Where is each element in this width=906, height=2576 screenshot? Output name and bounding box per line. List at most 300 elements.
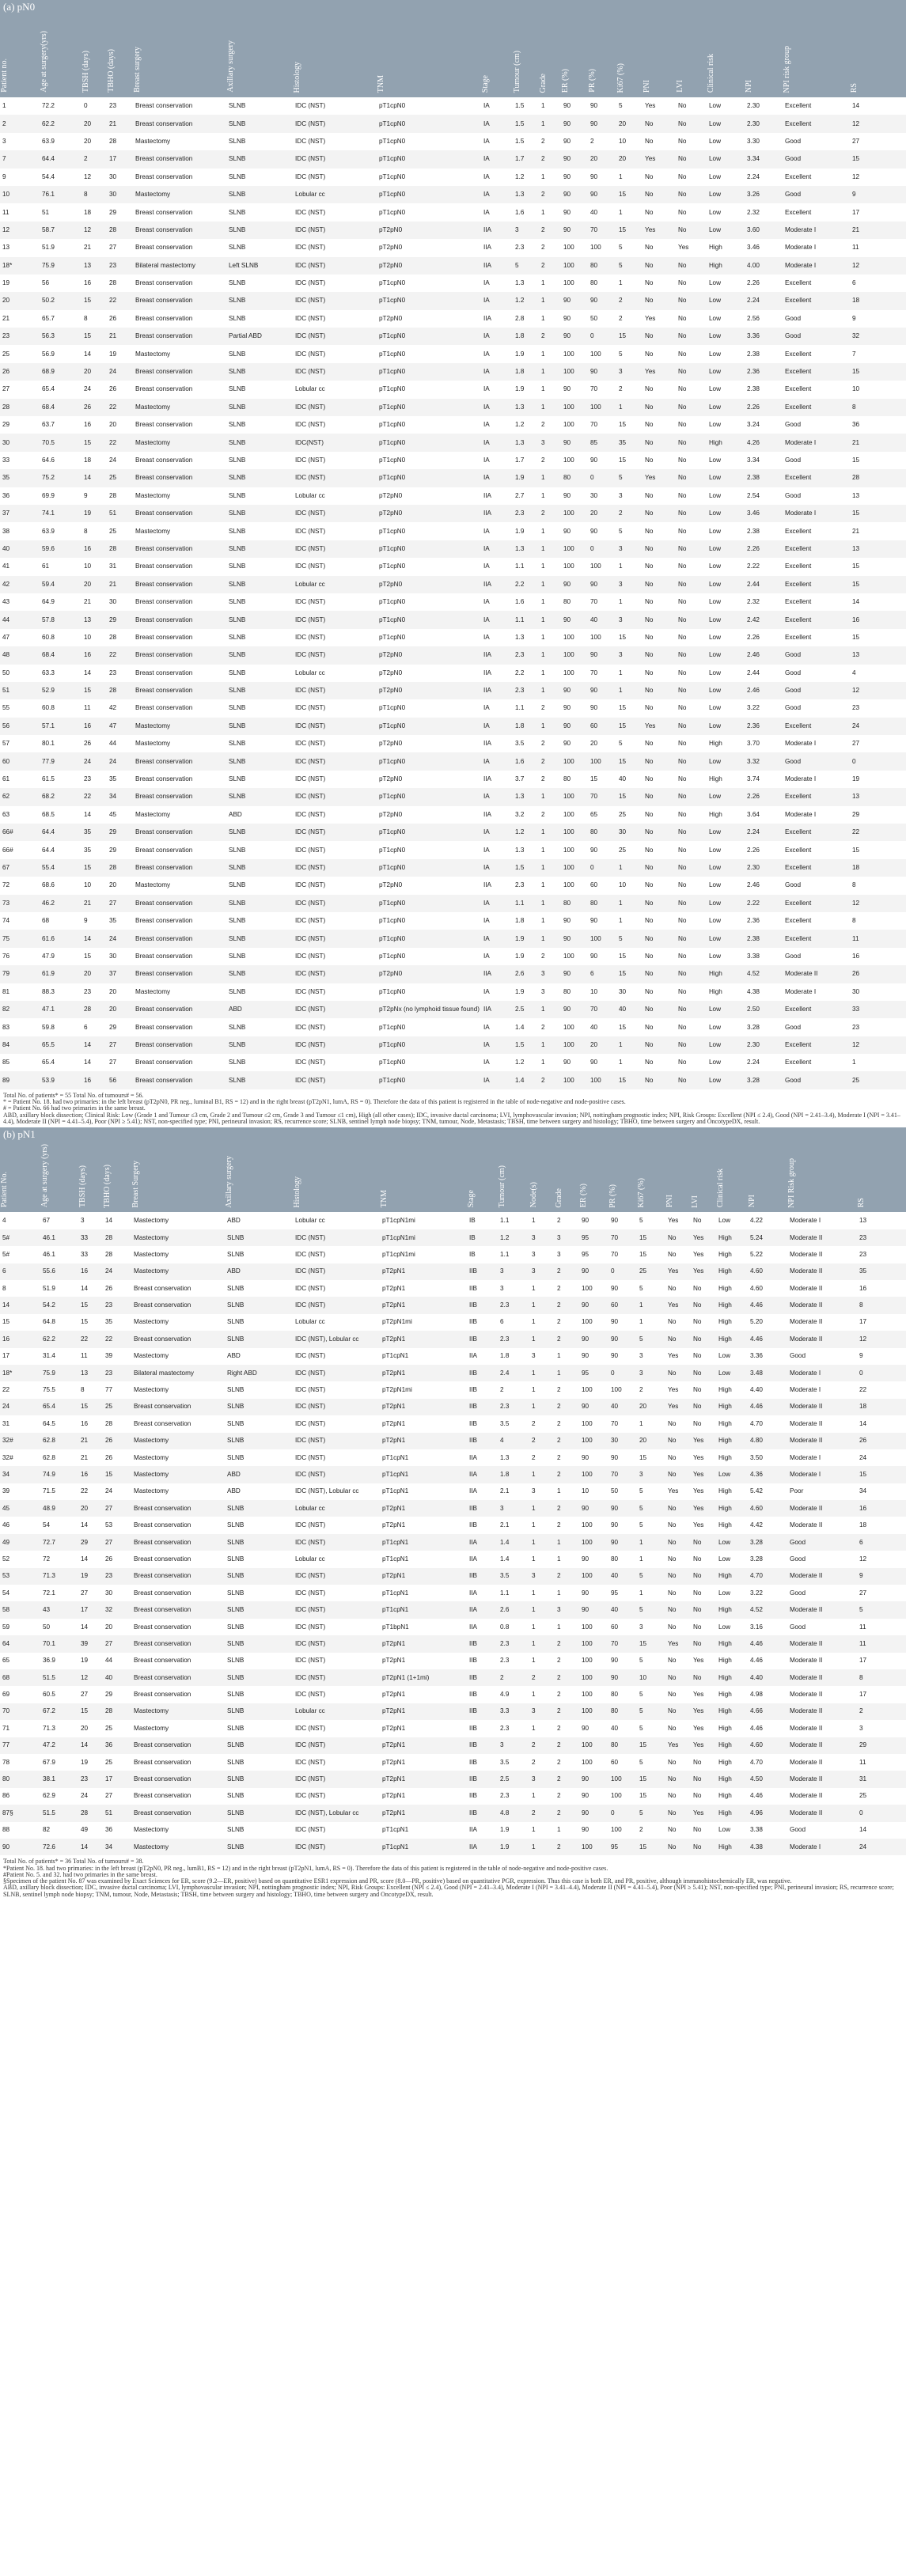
table-cell: 1 <box>541 687 545 695</box>
table-cell: 28 <box>109 137 117 145</box>
table-row <box>0 824 906 841</box>
table-cell: 90 <box>563 580 571 588</box>
table-cell: 100 <box>582 1691 593 1699</box>
table-cell: IDC (NST) <box>295 1843 326 1851</box>
table-cell: 70 <box>590 1006 598 1013</box>
table-cell: 100 <box>563 279 574 287</box>
table-cell: Lobular cc <box>295 1504 325 1512</box>
table-cell: 100 <box>582 1741 593 1749</box>
table-cell: 70 <box>611 1470 619 1478</box>
table-cell: 3 <box>500 1504 504 1512</box>
table-cell: Partial ABD <box>229 332 262 340</box>
table-cell: 95 <box>611 1843 619 1851</box>
table-cell: 5 <box>639 1487 643 1495</box>
table-cell: 62.8 <box>43 1437 55 1445</box>
table-cell: 39 <box>105 1352 113 1360</box>
table-cell: 3 <box>500 1267 504 1275</box>
table-cell: Excellent <box>785 279 812 287</box>
table-cell: No <box>645 279 654 287</box>
table-cell: 90 <box>611 1335 619 1343</box>
table-cell: pT2pN0 <box>379 510 403 517</box>
table-cell: IDC (NST) <box>295 793 326 801</box>
table-cell: 24 <box>109 934 117 942</box>
table-cell: SLNB <box>227 1809 245 1816</box>
table-cell: 90 <box>563 970 571 978</box>
table-row <box>0 1433 906 1449</box>
table-cell: IDC (NST) <box>295 1792 326 1800</box>
table-cell: 36 <box>105 1826 113 1834</box>
table-cell: 29 <box>109 616 117 623</box>
table-cell: Breast conservation <box>134 1741 191 1749</box>
table-cell: Moderate II <box>790 1284 823 1292</box>
table-cell: 90 <box>611 1453 619 1461</box>
table-cell: pT1cpN1 <box>382 1487 409 1495</box>
table-cell: 4.60 <box>750 1504 763 1512</box>
table-cell: 18* <box>2 261 13 269</box>
table-cell: 100 <box>563 633 574 641</box>
table-cell: Moderate II <box>790 1707 823 1715</box>
table-cell: Excellent <box>785 917 812 925</box>
table-cell: pT1cpN0 <box>379 350 406 358</box>
table-cell: IIB <box>469 1657 478 1665</box>
table-cell: pT1cpN0 <box>379 633 406 641</box>
table-cell: 65.7 <box>42 314 55 322</box>
table-cell: 2.26 <box>747 846 760 854</box>
table-cell: 2 <box>532 1741 536 1749</box>
table-cell: No <box>693 1775 702 1783</box>
table-row <box>0 434 906 451</box>
table-cell: 77.9 <box>42 757 55 765</box>
table-cell: 20 <box>639 1437 647 1445</box>
table-row <box>0 682 906 699</box>
table-cell: IA <box>483 863 490 871</box>
table-cell: 20 <box>619 119 627 127</box>
table-cell: 2.1 <box>500 1487 510 1495</box>
table-cell: 26 <box>105 1453 113 1461</box>
table-cell: IDC (NST) <box>295 1521 326 1529</box>
table-cell: 1.2 <box>515 172 525 180</box>
table-cell: pT1cpN0 <box>379 563 406 570</box>
table-cell: 35 <box>105 1318 113 1326</box>
table-cell: Low <box>709 899 722 907</box>
table-cell: IDC (NST) <box>295 1352 326 1360</box>
table-cell: pT1cpN0 <box>379 899 406 907</box>
table-cell: IDC (NST) <box>295 917 326 925</box>
table-cell: 1.3 <box>515 846 525 854</box>
table-cell: 2.22 <box>747 563 760 570</box>
table-cell: Moderate II <box>790 1572 823 1580</box>
table-cell: 1 <box>2 102 6 110</box>
table-cell: 70 <box>2 1707 10 1715</box>
table-row <box>0 1788 906 1805</box>
table-cell: 3.32 <box>747 757 760 765</box>
table-cell: 5 <box>619 102 623 110</box>
table-cell: IA <box>483 191 490 199</box>
table-cell: 4.50 <box>750 1775 763 1783</box>
table-cell: Breast conservation <box>134 1538 191 1546</box>
table-cell: IIB <box>469 1639 478 1647</box>
table-cell: 13 <box>852 544 860 552</box>
table-cell: 8 <box>84 527 88 535</box>
table-cell: 1 <box>532 1403 536 1411</box>
table-cell: 9 <box>852 191 856 199</box>
table-row <box>0 1805 906 1821</box>
table-cell: 15 <box>84 952 92 960</box>
table-row <box>0 593 906 611</box>
table-cell: 4.8 <box>500 1809 510 1816</box>
table-cell: 90 <box>563 438 571 446</box>
table-cell: 0.8 <box>500 1623 510 1631</box>
table-cell: 17 <box>2 1352 10 1360</box>
table-cell: IA <box>483 385 490 393</box>
table-cell: IDC (NST) <box>295 1470 326 1478</box>
table-cell: 100 <box>563 651 574 659</box>
table-cell: Breast conservation <box>135 633 193 641</box>
table-cell: 3.36 <box>750 1352 763 1360</box>
table-cell: 22 <box>109 651 117 659</box>
table-cell: 2 <box>500 1386 504 1394</box>
table-row <box>0 912 906 930</box>
table-cell: 100 <box>590 403 601 411</box>
table-cell: No <box>693 1538 702 1546</box>
table-cell: 33 <box>2 456 10 464</box>
table-cell: 3.28 <box>747 1023 760 1031</box>
table-cell: Excellent <box>785 119 812 127</box>
table-cell: IIB <box>469 1741 478 1749</box>
table-cell: High <box>709 261 722 269</box>
table-cell: 48 <box>2 651 10 659</box>
table-cell: 77 <box>2 1741 10 1749</box>
table-cell: 1 <box>532 1639 536 1647</box>
table-cell: Moderate I <box>785 244 817 252</box>
table-row <box>0 806 906 824</box>
table-cell: 1 <box>557 1623 561 1631</box>
table-cell: IIB <box>469 1504 478 1512</box>
table-cell: 1 <box>541 368 545 376</box>
table-cell: 27 <box>81 1589 89 1597</box>
table-cell: pT1cpN0 <box>379 934 406 942</box>
table-row <box>0 487 906 505</box>
table-cell: 2 <box>557 1691 561 1699</box>
table-cell: 5 <box>639 1504 643 1512</box>
table-cell: IDC (NST) <box>295 810 326 818</box>
table-cell: 3 <box>541 438 545 446</box>
table-cell: Low <box>718 1352 731 1360</box>
table-cell: 14 <box>84 810 92 818</box>
table-cell: IA <box>483 598 490 606</box>
table-cell: Breast conservation <box>135 456 193 464</box>
table-cell: Breast conservation <box>135 332 193 340</box>
table-cell: High <box>718 1318 732 1326</box>
table-cell: No <box>678 810 687 818</box>
table-cell: 15 <box>84 687 92 695</box>
table-cell: Excellent <box>785 403 812 411</box>
table-cell: Moderate I <box>785 987 817 995</box>
table-row <box>0 1415 906 1432</box>
table-cell: 2.36 <box>747 722 760 729</box>
table-cell: 2 <box>639 1826 643 1834</box>
table-cell: No <box>678 544 687 552</box>
table-cell: 28 <box>109 687 117 695</box>
table-cell: IIB <box>469 1758 478 1766</box>
table-cell: 21 <box>81 1453 89 1461</box>
table-cell: 90 <box>563 740 571 748</box>
table-cell: 82 <box>43 1826 51 1834</box>
table-cell: 2 <box>541 137 545 145</box>
table-cell: 1.8 <box>500 1352 510 1360</box>
table-cell: 41 <box>2 563 10 570</box>
table-cell: No <box>668 1657 677 1665</box>
table-cell: 11 <box>859 1758 866 1766</box>
table-cell: IDC (NST) <box>295 722 326 729</box>
table-cell: 15 <box>81 1318 89 1326</box>
table-cell: 16 <box>81 1470 89 1478</box>
table-cell: 2.36 <box>747 368 760 376</box>
table-row <box>0 1399 906 1415</box>
table-cell: pT1cpN0 <box>379 704 406 712</box>
table-cell: 1 <box>541 208 545 216</box>
table-cell: IDC (NST) <box>295 1691 326 1699</box>
table-cell: 100 <box>582 1318 593 1326</box>
table-cell: Mastectomy <box>134 1267 169 1275</box>
table-cell: 1 <box>541 279 545 287</box>
table-cell: 53.9 <box>42 1076 55 1084</box>
table-cell: 90 <box>582 1453 589 1461</box>
table-cell: 15 <box>81 1707 89 1715</box>
table-cell: 1 <box>532 1657 536 1665</box>
table-cell: 2.30 <box>747 863 760 871</box>
table-cell: Moderate II <box>790 1335 823 1343</box>
table-cell: IDC (NST) <box>295 368 326 376</box>
table-row <box>0 859 906 877</box>
table-cell: Breast conservation <box>135 155 193 163</box>
column-header: Ki67 (%) <box>637 1177 646 1208</box>
table-cell: High <box>709 970 722 978</box>
table-cell: Yes <box>693 1691 704 1699</box>
table-cell: 3.2 <box>515 810 525 818</box>
table-cell: No <box>678 881 687 889</box>
table-cell: 15 <box>84 863 92 871</box>
table-cell: 59.4 <box>42 580 55 588</box>
table-cell: Poor <box>790 1487 804 1495</box>
table-cell: 4.70 <box>750 1758 763 1766</box>
table-cell: 50 <box>590 314 598 322</box>
table-cell: 1 <box>532 1538 536 1546</box>
table-cell: 16 <box>84 544 92 552</box>
table-cell: 13 <box>84 616 92 623</box>
table-cell: 27 <box>81 1691 89 1699</box>
table-cell: No <box>693 1792 702 1800</box>
table-cell: 12 <box>859 1555 867 1563</box>
table-cell: 8 <box>81 1386 85 1394</box>
table-cell: No <box>678 846 687 854</box>
table-cell: 24 <box>81 1792 89 1800</box>
table-cell: IB <box>469 1233 476 1241</box>
table-cell: 20 <box>109 421 117 429</box>
table-cell: IDC (NST) <box>295 563 326 570</box>
table-cell: 25 <box>105 1403 113 1411</box>
table-cell: 1.1 <box>515 704 525 712</box>
table-cell: No <box>678 119 687 127</box>
table-cell: 28 <box>109 279 117 287</box>
table-cell: 2 <box>532 1453 536 1461</box>
table-cell: 23 <box>84 987 92 995</box>
table-cell: 3.5 <box>500 1419 510 1427</box>
table-cell: 51.9 <box>43 1284 55 1292</box>
table-cell: IA <box>483 403 490 411</box>
table-cell: No <box>668 1335 677 1343</box>
table-cell: 27 <box>109 244 117 252</box>
table-cell: 15 <box>619 722 627 729</box>
table-cell: 16 <box>84 421 92 429</box>
table-cell: High <box>718 1453 732 1461</box>
table-cell: High <box>718 1437 732 1445</box>
table-cell: SLNB <box>229 421 246 429</box>
table-cell: 28 <box>109 491 117 499</box>
table-cell: 15 <box>619 456 627 464</box>
table-cell: 60 <box>2 757 10 765</box>
table-cell: IDC (NST) <box>295 1076 326 1084</box>
table-cell: 70 <box>611 1419 619 1427</box>
table-cell: Moderate II <box>790 1741 823 1749</box>
table-cell: 29 <box>2 421 10 429</box>
table-cell: 25 <box>109 474 117 482</box>
column-header: TBHO (days) <box>107 49 116 93</box>
table-cell: 30 <box>109 191 117 199</box>
table-cell: 26 <box>105 1437 113 1445</box>
table-cell: No <box>645 563 654 570</box>
table-cell: Breast conservation <box>135 687 193 695</box>
table-cell: 4.40 <box>750 1673 763 1681</box>
table-cell: Breast conservation <box>135 119 193 127</box>
table-cell: pT1cpN1 <box>382 1453 409 1461</box>
table-cell: 63.9 <box>42 137 55 145</box>
table-cell: ABD <box>227 1470 241 1478</box>
table-cell: IA <box>483 757 490 765</box>
table-cell: 2 <box>541 740 545 748</box>
table-cell: SLNB <box>227 1657 245 1665</box>
table-cell: Low <box>709 952 722 960</box>
table-cell: 35 <box>2 474 10 482</box>
table-cell: 16 <box>84 1076 92 1084</box>
table-cell: 3.5 <box>500 1758 510 1766</box>
table-cell: 100 <box>563 828 574 836</box>
table-cell: IA <box>483 846 490 854</box>
table-cell: 14 <box>81 1284 89 1292</box>
table-cell: 1.9 <box>515 987 525 995</box>
table-cell: 16 <box>81 1419 89 1427</box>
table-cell: IDC (NST) <box>295 598 326 606</box>
table-cell: No <box>645 757 654 765</box>
table-cell: 90 <box>590 651 598 659</box>
table-cell: Mastectomy <box>134 1470 169 1478</box>
table-cell: Breast conservation <box>135 279 193 287</box>
table-cell: 3.22 <box>750 1589 763 1597</box>
table-cell: Good <box>785 687 802 695</box>
table-cell: Low <box>709 704 722 712</box>
table-cell: 1 <box>541 828 545 836</box>
table-cell: 15 <box>852 155 860 163</box>
table-cell: 23 <box>84 775 92 783</box>
table-cell: Bilateral mastectomy <box>134 1369 194 1377</box>
table-cell: pT2pN0 <box>379 580 403 588</box>
table-cell: IDC (NST) <box>295 1023 326 1031</box>
table-cell: 5 <box>639 1758 643 1766</box>
table-cell: pT1cpN0 <box>379 208 406 216</box>
table-cell: 90 <box>563 616 571 623</box>
table-cell: Breast conservation <box>135 757 193 765</box>
table-cell: 83 <box>2 1023 10 1031</box>
table-cell: IIA <box>483 970 492 978</box>
table-cell: 17 <box>105 1775 113 1783</box>
table-cell: pT2pN1 <box>382 1724 406 1732</box>
table-cell: 12 <box>81 1673 89 1681</box>
table-cell: IIA <box>483 881 492 889</box>
table-cell: IDC (NST) <box>295 1419 326 1427</box>
table-row <box>0 611 906 628</box>
table-cell: 2.3 <box>515 651 525 659</box>
table-cell: 100 <box>563 368 574 376</box>
table-cell: 25 <box>852 1076 860 1084</box>
table-cell: 5 <box>619 261 623 269</box>
table-cell: 34 <box>2 1470 10 1478</box>
table-cell: 6 <box>852 279 856 287</box>
table-cell: 47.1 <box>42 1006 55 1013</box>
table-cell: 15 <box>852 633 860 641</box>
table-cell: 27 <box>859 1589 867 1597</box>
column-header: TNM <box>380 1190 389 1208</box>
table-cell: Yes <box>693 1470 704 1478</box>
table-cell: 60 <box>611 1301 619 1309</box>
table-cell: 12 <box>852 1040 860 1048</box>
table-cell: Excellent <box>785 633 812 641</box>
table-cell: SLNB <box>229 403 246 411</box>
table-cell: Low <box>709 1040 722 1048</box>
table-cell: No <box>693 1572 702 1580</box>
table-cell: 21 <box>2 314 10 322</box>
table-cell: 1 <box>541 917 545 925</box>
table-cell: IDC (NST) <box>295 1301 326 1309</box>
table-cell: No <box>668 1504 677 1512</box>
table-cell: 25 <box>105 1758 113 1766</box>
pn1-footnotes <box>0 1855 906 1898</box>
table-cell: No <box>678 403 687 411</box>
column-header: NPI <box>745 79 753 93</box>
table-cell: 4.42 <box>750 1521 763 1529</box>
table-cell: pT2pN0 <box>379 651 403 659</box>
table-cell: Breast conservation <box>135 952 193 960</box>
column-header: Age at surgery (yrs) <box>40 1144 49 1208</box>
table-cell: 29 <box>859 1741 867 1749</box>
table-cell: 2.6 <box>515 970 525 978</box>
table-cell: 31 <box>109 563 117 570</box>
table-cell: 90 <box>611 1521 619 1529</box>
table-cell: IDC (NST) <box>295 332 326 340</box>
table-cell: 100 <box>563 510 574 517</box>
table-cell: 3.26 <box>747 191 760 199</box>
column-header: ER (%) <box>561 68 570 93</box>
table-cell: SLNB <box>229 669 246 676</box>
table-cell: 28 <box>105 1233 113 1241</box>
table-cell: 29 <box>109 828 117 836</box>
table-cell: 2 <box>541 225 545 233</box>
table-cell: 9 <box>852 314 856 322</box>
table-cell: SLNB <box>227 1403 245 1411</box>
table-cell: No <box>678 917 687 925</box>
table-cell: 15 <box>639 1250 647 1258</box>
table-cell: Low <box>709 793 722 801</box>
table-cell: 9 <box>84 917 88 925</box>
